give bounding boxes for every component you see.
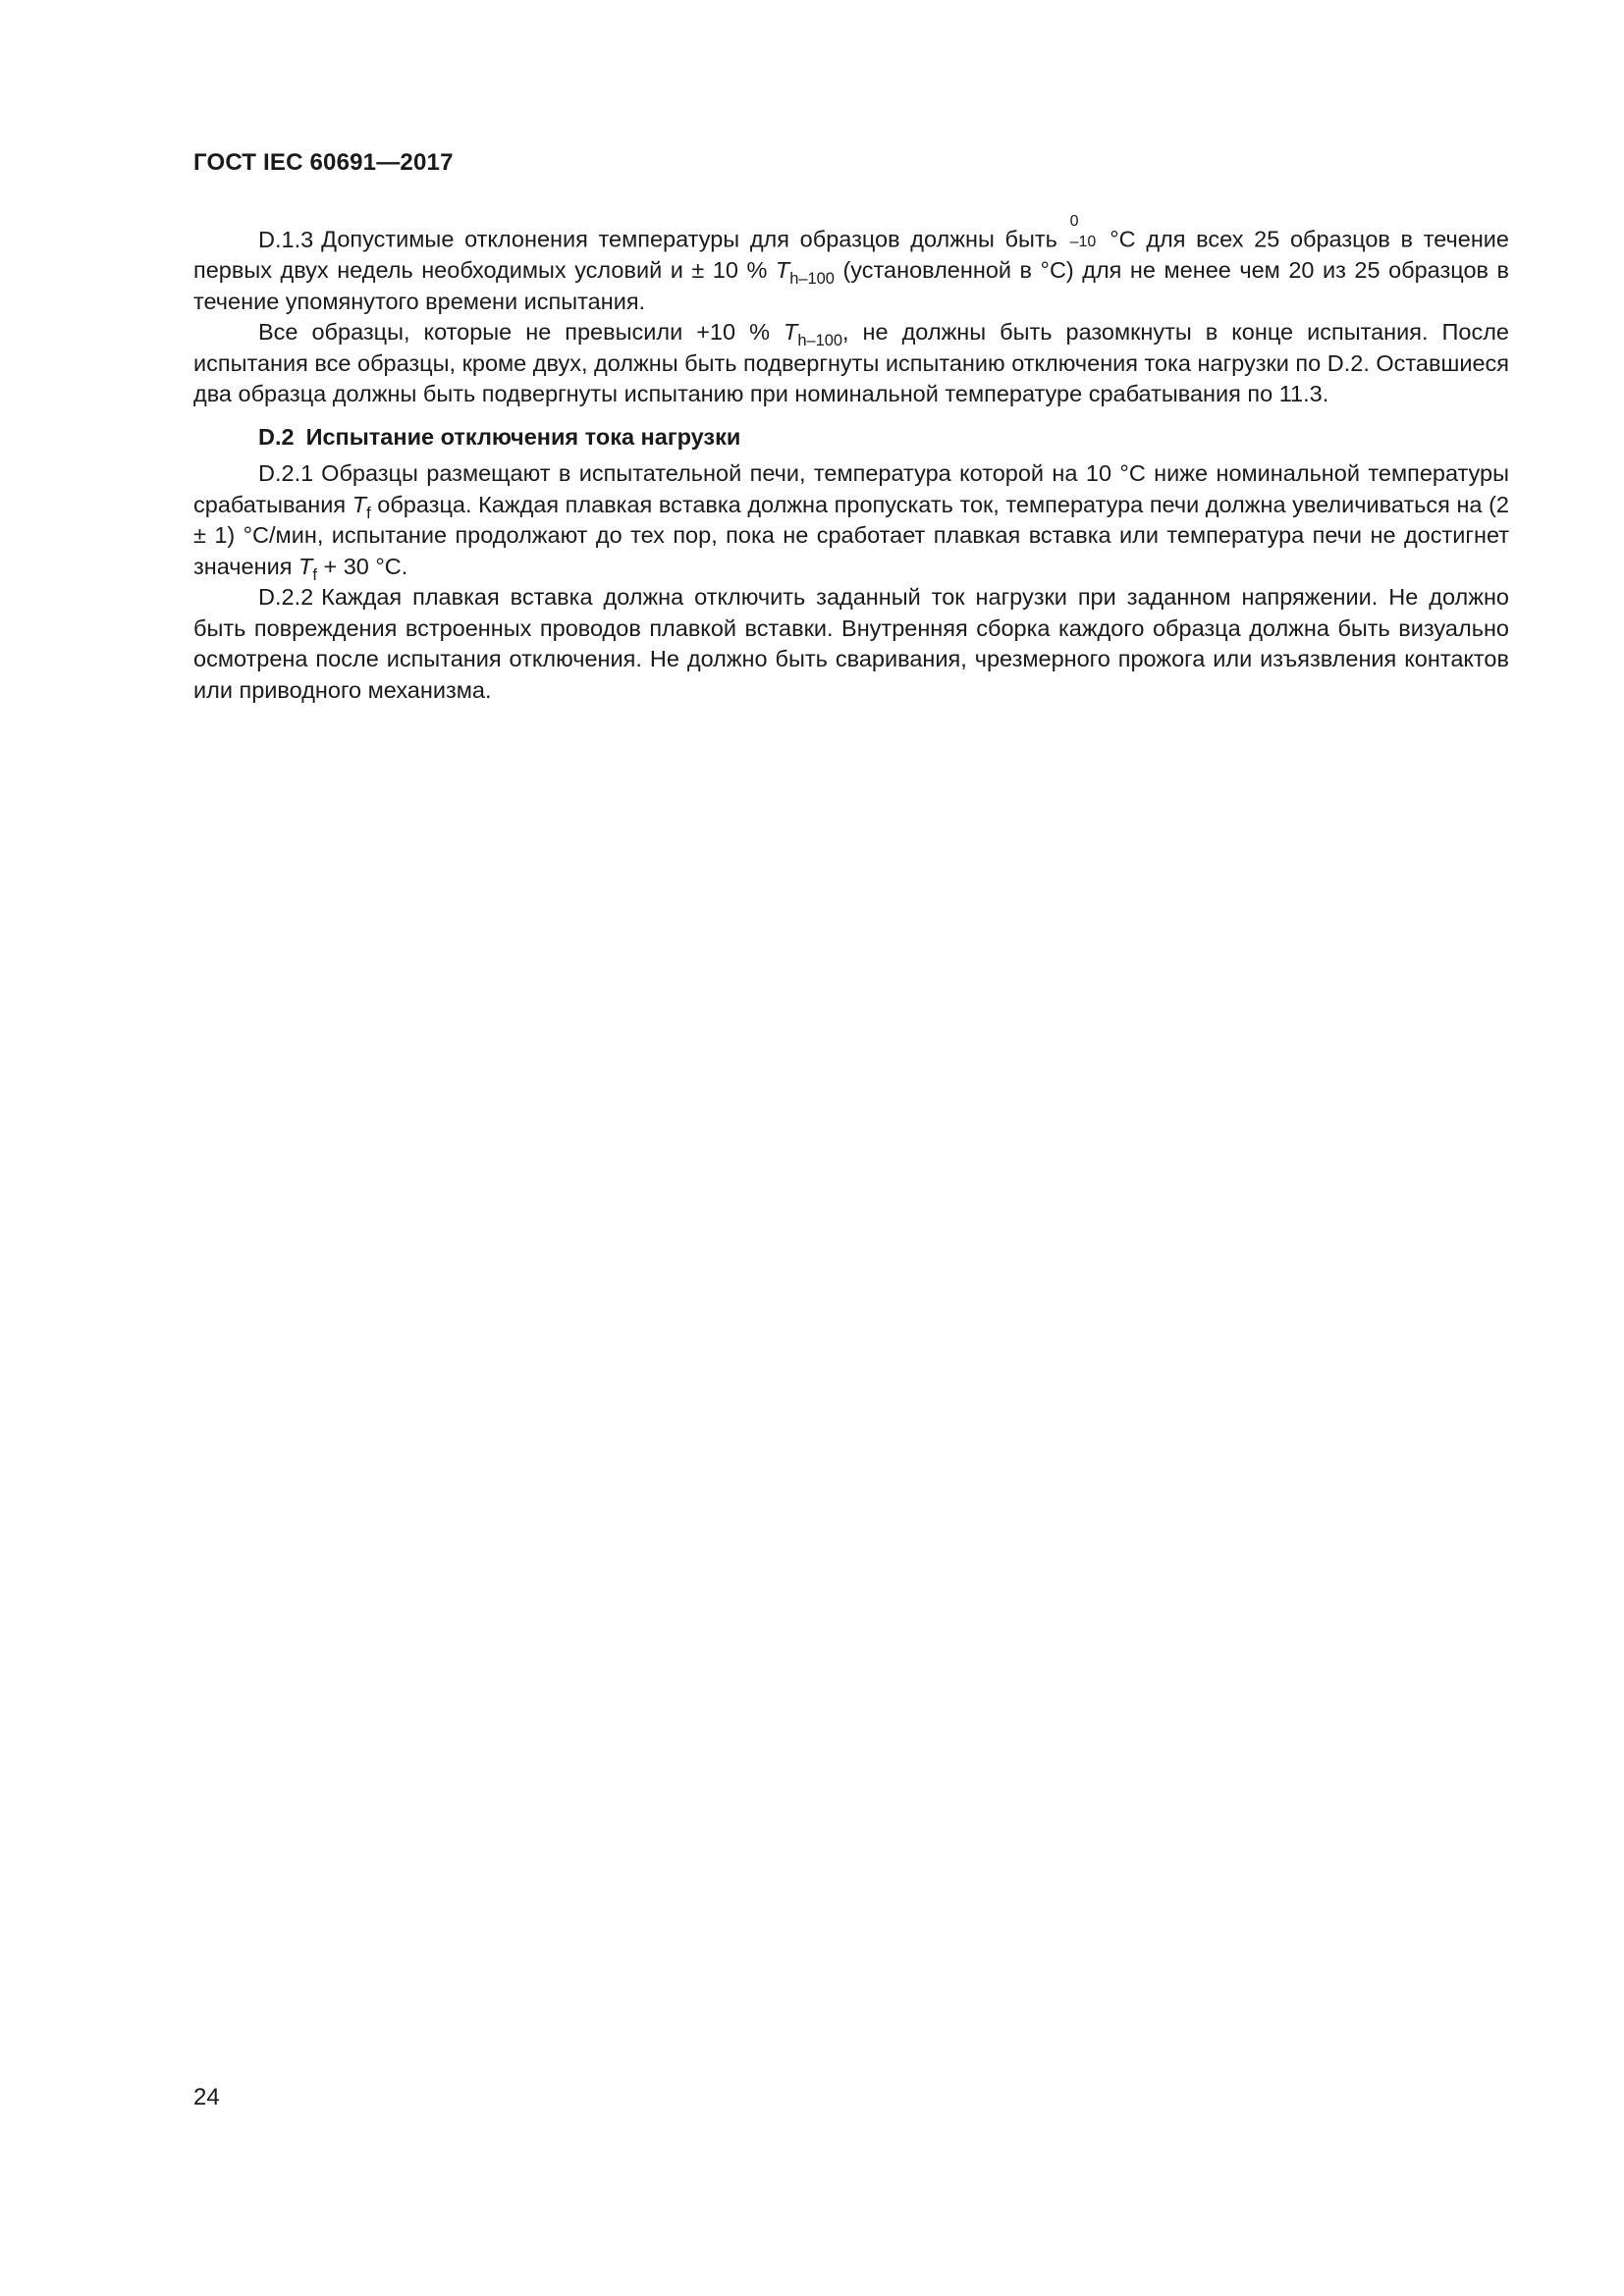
paragraph-d-1-3: [193, 213, 1510, 317]
tolerance-upper: 0: [1069, 213, 1079, 230]
paragraph-text: Образцы размещают в испытательной печи, температура которой на 10 °С ниже номинальной температуры срабатывания: [193, 460, 1509, 517]
clause-number: D.2.2: [258, 584, 314, 610]
section-title: Испытание отключения тока нагрузки: [305, 423, 741, 450]
symbol-t: T: [783, 319, 798, 345]
symbol-t: T: [352, 491, 367, 517]
document-header: ГОСТ IEC 60691—2017: [193, 149, 454, 176]
symbol-subscript: f: [366, 504, 371, 522]
document-body: [193, 213, 1510, 706]
symbol-t: T: [775, 257, 790, 283]
paragraph-text: , не должны быть разомкнуты в конце испытания. После испытания все образцы, кроме двух, должны быть подвергнуты испытанию отключения тока нагрузки по D.2. Оставшиеся два образца должны быть подвергнуты испытанию при номинальной температуре срабатывания по 11.3.: [193, 319, 1509, 406]
paragraph-text: + 30 °С.: [316, 553, 408, 579]
paragraph-text: Все образцы, которые не превысили +10 %: [258, 319, 784, 345]
clause-number: D.1.3: [258, 226, 314, 252]
section-number: D.2: [258, 423, 295, 450]
symbol-subscript: f: [312, 565, 317, 584]
tolerance-value: [1068, 213, 1100, 250]
paragraph-text: Каждая плавкая вставка должна отключить заданный ток нагрузки при заданном напряжении. Не должно быть повреждения встроенных проводов плавкой вставки. Внутренняя сборка каждого образца должна быть визуально осмотрена после испытания отключения. Не должно быть сваривания, чрезмерного прожога или изъязвления контактов или приводного механизма.: [193, 584, 1509, 703]
symbol-subscript: h–100: [789, 269, 835, 288]
symbol-t: T: [298, 553, 313, 579]
page-number: 24: [193, 2084, 220, 2110]
section-heading-d-2: [193, 422, 1509, 454]
paragraph-d-2-1: [193, 458, 1509, 582]
paragraph-text: (установленной в °С) для не менее чем 20 из 25 образцов в течение упомянутого времени испытания.: [193, 257, 1509, 314]
paragraph-d-2-2: [193, 582, 1509, 706]
clause-number: D.2.1: [258, 460, 314, 486]
paragraph-text: Допустимые отклонения температуры для образцов должны быть: [321, 226, 1057, 252]
paragraph-text: °С для всех 25 образцов в течение первых двух недель необходимых условий и ± 10 %: [193, 226, 1510, 283]
paragraph-text: образца. Каждая плавкая вставка должна пропускать ток, температура печи должна увеличиваться на (2 ± 1) °С/мин, испытание продолжают до тех пор, пока не сработает плавкая вставка или температура печи не достигнет значения: [193, 491, 1509, 579]
symbol-subscript: h–100: [797, 331, 843, 349]
paragraph-all-samples: [193, 317, 1509, 410]
tolerance-lower: –10: [1069, 234, 1097, 250]
